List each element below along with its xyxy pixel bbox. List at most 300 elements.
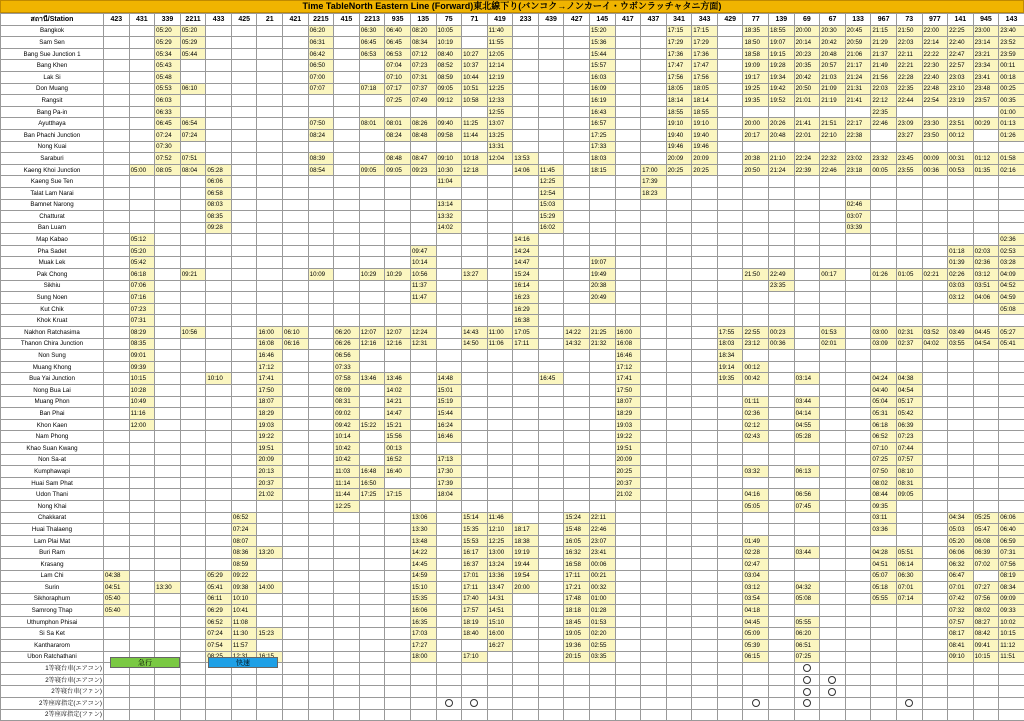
departure-time-cell	[845, 350, 871, 362]
departure-time-cell: 16:03	[589, 71, 615, 83]
departure-time-cell: 21:15	[871, 25, 897, 37]
departure-time-cell	[359, 651, 385, 663]
facility-cell	[871, 709, 897, 721]
facility-cell	[538, 663, 564, 675]
departure-time-cell	[180, 524, 206, 536]
station-row	[1, 547, 1024, 559]
departure-time-cell	[180, 176, 206, 188]
facility-cell	[922, 686, 948, 698]
departure-time-cell: 15:29	[538, 211, 564, 223]
departure-time-cell	[794, 199, 820, 211]
departure-time-cell: 13:46	[385, 373, 411, 385]
departure-time-cell	[513, 48, 539, 60]
departure-time-cell	[820, 582, 846, 594]
departure-time-cell	[615, 257, 641, 269]
departure-time-cell	[206, 477, 232, 489]
departure-time-cell	[615, 547, 641, 559]
departure-time-cell	[513, 408, 539, 420]
departure-time-cell	[359, 71, 385, 83]
facility-cell	[845, 674, 871, 686]
departure-time-cell	[155, 628, 181, 640]
station-row	[1, 187, 1024, 199]
departure-time-cell: 03:07	[845, 211, 871, 223]
departure-time-cell	[206, 431, 232, 443]
departure-time-cell	[769, 489, 795, 501]
departure-time-cell: 17:12	[615, 361, 641, 373]
departure-time-cell	[385, 199, 411, 211]
departure-time-cell	[487, 211, 513, 223]
departure-time-cell	[896, 176, 922, 188]
facility-cell	[513, 663, 539, 675]
departure-time-cell	[129, 535, 155, 547]
departure-time-cell	[769, 651, 795, 663]
departure-time-cell	[769, 199, 795, 211]
departure-time-cell	[308, 187, 334, 199]
departure-time-cell	[487, 187, 513, 199]
facility-cell	[948, 674, 974, 686]
facility-cell	[973, 709, 999, 721]
departure-time-cell	[257, 570, 283, 582]
departure-time-cell: 13:53	[513, 153, 539, 165]
departure-time-cell: 03:03	[948, 280, 974, 292]
departure-time-cell	[615, 211, 641, 223]
departure-time-cell	[973, 350, 999, 362]
departure-time-cell: 07:52	[155, 153, 181, 165]
station-name: Nam Phong	[1, 431, 104, 443]
departure-time-cell	[820, 199, 846, 211]
departure-time-cell	[641, 651, 667, 663]
facility-cell	[104, 674, 130, 686]
departure-time-cell	[743, 303, 769, 315]
departure-time-cell	[180, 385, 206, 397]
departure-time-cell: 09:05	[436, 83, 462, 95]
departure-time-cell	[769, 582, 795, 594]
departure-time-cell	[564, 187, 590, 199]
departure-time-cell: 08:24	[308, 129, 334, 141]
departure-time-cell	[283, 60, 309, 72]
departure-time-cell	[564, 500, 590, 512]
departure-time-cell	[666, 396, 692, 408]
departure-time-cell	[155, 593, 181, 605]
departure-time-cell	[794, 327, 820, 339]
departure-time-cell	[104, 315, 130, 327]
departure-time-cell	[385, 187, 411, 199]
departure-time-cell: 12:18	[462, 164, 488, 176]
departure-time-cell: 06:47	[948, 570, 974, 582]
departure-time-cell	[231, 37, 257, 49]
facility-cell	[999, 663, 1024, 675]
departure-time-cell: 07:37	[410, 83, 436, 95]
departure-time-cell	[538, 466, 564, 478]
available-circle-icon	[905, 699, 913, 707]
departure-time-cell	[283, 106, 309, 118]
departure-time-cell: 09:47	[410, 245, 436, 257]
departure-time-cell	[922, 234, 948, 246]
train-number-header: 945	[973, 14, 999, 26]
facility-cell	[385, 674, 411, 686]
departure-time-cell	[462, 419, 488, 431]
departure-time-cell	[538, 71, 564, 83]
station-name: Bang Khen	[1, 60, 104, 72]
departure-time-cell	[487, 651, 513, 663]
departure-time-cell	[513, 211, 539, 223]
departure-time-cell	[615, 95, 641, 107]
facility-cell	[308, 709, 334, 721]
departure-time-cell: 14:47	[513, 257, 539, 269]
facility-cell	[180, 686, 206, 698]
departure-time-cell	[641, 489, 667, 501]
departure-time-cell	[155, 176, 181, 188]
departure-time-cell	[769, 431, 795, 443]
departure-time-cell	[717, 176, 743, 188]
departure-time-cell: 12:14	[487, 60, 513, 72]
departure-time-cell: 10:27	[462, 48, 488, 60]
departure-time-cell	[155, 292, 181, 304]
departure-time-cell	[896, 640, 922, 652]
departure-time-cell	[231, 187, 257, 199]
departure-time-cell: 09:10	[436, 153, 462, 165]
departure-time-cell	[334, 535, 360, 547]
departure-time-cell	[206, 500, 232, 512]
departure-time-cell	[973, 176, 999, 188]
departure-time-cell	[973, 477, 999, 489]
departure-time-cell	[436, 500, 462, 512]
train-number-header-row	[1, 14, 1024, 26]
facility-cell	[334, 686, 360, 698]
departure-time-cell	[564, 431, 590, 443]
departure-time-cell: 23:41	[589, 547, 615, 559]
facility-cell	[589, 663, 615, 675]
departure-time-cell	[206, 361, 232, 373]
departure-time-cell	[999, 315, 1024, 327]
departure-time-cell: 08:41	[948, 640, 974, 652]
departure-time-cell: 05:12	[129, 234, 155, 246]
departure-time-cell	[180, 292, 206, 304]
departure-time-cell: 16:29	[513, 303, 539, 315]
departure-time-cell: 16:46	[257, 350, 283, 362]
departure-time-cell: 06:45	[155, 118, 181, 130]
departure-time-cell	[231, 153, 257, 165]
departure-time-cell	[615, 106, 641, 118]
departure-time-cell	[896, 535, 922, 547]
departure-time-cell: 18:55	[692, 106, 718, 118]
departure-time-cell	[922, 593, 948, 605]
departure-time-cell: 20:37	[615, 477, 641, 489]
departure-time-cell	[973, 222, 999, 234]
departure-time-cell: 04:24	[871, 373, 897, 385]
departure-time-cell	[308, 616, 334, 628]
facility-cell	[769, 686, 795, 698]
departure-time-cell	[973, 361, 999, 373]
departure-time-cell: 01:13	[999, 118, 1024, 130]
departure-time-cell: 15:57	[589, 60, 615, 72]
departure-time-cell	[922, 605, 948, 617]
departure-time-cell: 08:19	[999, 570, 1024, 582]
departure-time-cell	[308, 373, 334, 385]
departure-time-cell	[692, 408, 718, 420]
departure-time-cell	[359, 280, 385, 292]
departure-time-cell	[385, 211, 411, 223]
departure-time-cell	[334, 269, 360, 281]
departure-time-cell: 11:44	[334, 489, 360, 501]
departure-time-cell	[564, 83, 590, 95]
departure-time-cell	[615, 164, 641, 176]
departure-time-cell	[794, 245, 820, 257]
departure-time-cell: 21:31	[845, 83, 871, 95]
train-number-header: 421	[283, 14, 309, 26]
departure-time-cell	[385, 640, 411, 652]
departure-time-cell	[564, 385, 590, 397]
station-row	[1, 442, 1024, 454]
facility-cell	[666, 663, 692, 675]
departure-time-cell	[180, 466, 206, 478]
departure-time-cell	[436, 512, 462, 524]
departure-time-cell: 09:01	[129, 350, 155, 362]
departure-time-cell	[666, 466, 692, 478]
departure-time-cell: 03:09	[871, 338, 897, 350]
departure-time-cell	[359, 211, 385, 223]
facility-cell	[845, 663, 871, 675]
departure-time-cell: 01:53	[820, 327, 846, 339]
departure-time-cell	[385, 222, 411, 234]
station-row	[1, 454, 1024, 466]
departure-time-cell: 11:55	[487, 37, 513, 49]
departure-time-cell	[717, 547, 743, 559]
departure-time-cell: 08:02	[973, 605, 999, 617]
departure-time-cell	[257, 129, 283, 141]
departure-time-cell: 18:15	[589, 164, 615, 176]
departure-time-cell	[538, 582, 564, 594]
departure-time-cell	[717, 582, 743, 594]
station-row	[1, 211, 1024, 223]
departure-time-cell: 07:24	[206, 628, 232, 640]
departure-time-cell: 07:10	[871, 442, 897, 454]
departure-time-cell	[641, 257, 667, 269]
departure-time-cell	[180, 338, 206, 350]
departure-time-cell: 07:30	[155, 141, 181, 153]
departure-time-cell: 10:41	[231, 605, 257, 617]
departure-time-cell	[487, 222, 513, 234]
departure-time-cell	[845, 477, 871, 489]
departure-time-cell: 10:15	[973, 651, 999, 663]
departure-time-cell: 03:44	[794, 396, 820, 408]
departure-time-cell	[922, 466, 948, 478]
departure-time-cell: 01:00	[999, 106, 1024, 118]
departure-time-cell: 07:24	[180, 129, 206, 141]
departure-time-cell: 02:53	[999, 245, 1024, 257]
departure-time-cell: 05:28	[206, 164, 232, 176]
departure-time-cell	[666, 605, 692, 617]
departure-time-cell	[820, 489, 846, 501]
departure-time-cell	[155, 211, 181, 223]
departure-time-cell	[155, 500, 181, 512]
departure-time-cell	[410, 419, 436, 431]
departure-time-cell	[436, 303, 462, 315]
departure-time-cell	[717, 95, 743, 107]
departure-time-cell: 12:07	[385, 327, 411, 339]
departure-time-cell	[129, 141, 155, 153]
departure-time-cell	[359, 176, 385, 188]
departure-time-cell: 05:43	[155, 60, 181, 72]
departure-time-cell: 23:34	[973, 60, 999, 72]
departure-time-cell	[104, 466, 130, 478]
departure-time-cell: 10:42	[334, 454, 360, 466]
departure-time-cell	[206, 489, 232, 501]
departure-time-cell	[487, 442, 513, 454]
departure-time-cell: 17:15	[666, 25, 692, 37]
facility-cell	[334, 663, 360, 675]
departure-time-cell	[308, 234, 334, 246]
departure-time-cell	[410, 431, 436, 443]
departure-time-cell	[564, 37, 590, 49]
departure-time-cell	[794, 535, 820, 547]
departure-time-cell: 08:02	[871, 477, 897, 489]
departure-time-cell	[999, 141, 1024, 153]
departure-time-cell	[257, 558, 283, 570]
departure-time-cell	[820, 361, 846, 373]
facility-row	[1, 698, 1024, 710]
departure-time-cell: 07:23	[129, 303, 155, 315]
departure-time-cell	[641, 106, 667, 118]
departure-time-cell	[308, 257, 334, 269]
departure-time-cell	[462, 303, 488, 315]
departure-time-cell	[871, 616, 897, 628]
departure-time-cell: 21:24	[845, 71, 871, 83]
departure-time-cell: 05:31	[871, 408, 897, 420]
departure-time-cell	[308, 385, 334, 397]
departure-time-cell: 18:55	[769, 25, 795, 37]
departure-time-cell: 06:03	[155, 95, 181, 107]
departure-time-cell	[359, 153, 385, 165]
departure-time-cell: 13:48	[410, 535, 436, 547]
departure-time-cell: 19:36	[564, 640, 590, 652]
departure-time-cell: 23:00	[973, 25, 999, 37]
departure-time-cell	[180, 71, 206, 83]
departure-time-cell	[462, 500, 488, 512]
station-row	[1, 489, 1024, 501]
station-row	[1, 535, 1024, 547]
departure-time-cell	[359, 245, 385, 257]
facility-cell	[820, 709, 846, 721]
departure-time-cell	[462, 106, 488, 118]
departure-time-cell	[999, 442, 1024, 454]
departure-time-cell	[564, 71, 590, 83]
departure-time-cell	[231, 164, 257, 176]
departure-time-cell	[820, 431, 846, 443]
departure-time-cell: 18:35	[743, 25, 769, 37]
facility-cell	[564, 698, 590, 710]
departure-time-cell	[231, 176, 257, 188]
departure-time-cell	[717, 535, 743, 547]
departure-time-cell	[436, 593, 462, 605]
departure-time-cell	[513, 651, 539, 663]
departure-time-cell	[180, 605, 206, 617]
departure-time-cell	[104, 431, 130, 443]
departure-time-cell: 04:16	[743, 489, 769, 501]
departure-time-cell: 17:41	[257, 373, 283, 385]
departure-time-cell	[410, 373, 436, 385]
departure-time-cell: 02:26	[948, 269, 974, 281]
departure-time-cell	[794, 222, 820, 234]
departure-time-cell	[999, 408, 1024, 420]
departure-time-cell: 17:00	[641, 164, 667, 176]
facility-cell	[871, 674, 897, 686]
facility-cell	[896, 686, 922, 698]
departure-time-cell: 09:02	[334, 408, 360, 420]
departure-time-cell	[820, 454, 846, 466]
departure-time-cell	[513, 373, 539, 385]
facility-cell	[487, 709, 513, 721]
station-row	[1, 48, 1024, 60]
facility-cell	[155, 674, 181, 686]
facility-cell	[462, 663, 488, 675]
departure-time-cell: 02:36	[999, 234, 1024, 246]
departure-time-cell: 00:23	[769, 327, 795, 339]
departure-time-cell: 19:42	[769, 83, 795, 95]
departure-time-cell	[283, 164, 309, 176]
departure-time-cell: 00:13	[385, 442, 411, 454]
departure-time-cell	[692, 628, 718, 640]
station-row	[1, 477, 1024, 489]
departure-time-cell: 18:07	[257, 396, 283, 408]
departure-time-cell	[283, 303, 309, 315]
departure-time-cell	[666, 512, 692, 524]
departure-time-cell	[896, 303, 922, 315]
departure-time-cell: 16:45	[538, 373, 564, 385]
facility-cell	[717, 663, 743, 675]
departure-time-cell: 18:05	[666, 83, 692, 95]
departure-time-cell	[334, 257, 360, 269]
departure-time-cell	[794, 361, 820, 373]
departure-time-cell: 07:23	[896, 431, 922, 443]
departure-time-cell: 15:24	[513, 269, 539, 281]
station-row	[1, 25, 1024, 37]
facility-cell	[717, 698, 743, 710]
departure-time-cell: 06:10	[283, 327, 309, 339]
departure-time-cell	[129, 489, 155, 501]
departure-time-cell	[513, 187, 539, 199]
departure-time-cell	[436, 245, 462, 257]
departure-time-cell: 16:57	[589, 118, 615, 130]
departure-time-cell: 17:27	[410, 640, 436, 652]
departure-time-cell: 04:28	[871, 547, 897, 559]
departure-time-cell: 19:10	[692, 118, 718, 130]
departure-time-cell	[692, 199, 718, 211]
departure-time-cell	[538, 361, 564, 373]
departure-time-cell: 10:14	[334, 431, 360, 443]
departure-time-cell	[743, 442, 769, 454]
departure-time-cell	[794, 292, 820, 304]
departure-time-cell: 06:40	[385, 25, 411, 37]
departure-time-cell	[257, 211, 283, 223]
departure-time-cell: 10:49	[129, 396, 155, 408]
departure-time-cell	[334, 176, 360, 188]
facility-cell	[104, 686, 130, 698]
departure-time-cell	[922, 106, 948, 118]
departure-time-cell: 12:25	[538, 176, 564, 188]
departure-time-cell	[104, 616, 130, 628]
departure-time-cell	[692, 500, 718, 512]
departure-time-cell	[871, 605, 897, 617]
departure-time-cell	[871, 303, 897, 315]
departure-time-cell	[334, 303, 360, 315]
station-row	[1, 95, 1024, 107]
departure-time-cell: 20:37	[257, 477, 283, 489]
departure-time-cell	[922, 582, 948, 594]
departure-time-cell	[180, 489, 206, 501]
facility-cell	[410, 663, 436, 675]
departure-time-cell	[257, 25, 283, 37]
